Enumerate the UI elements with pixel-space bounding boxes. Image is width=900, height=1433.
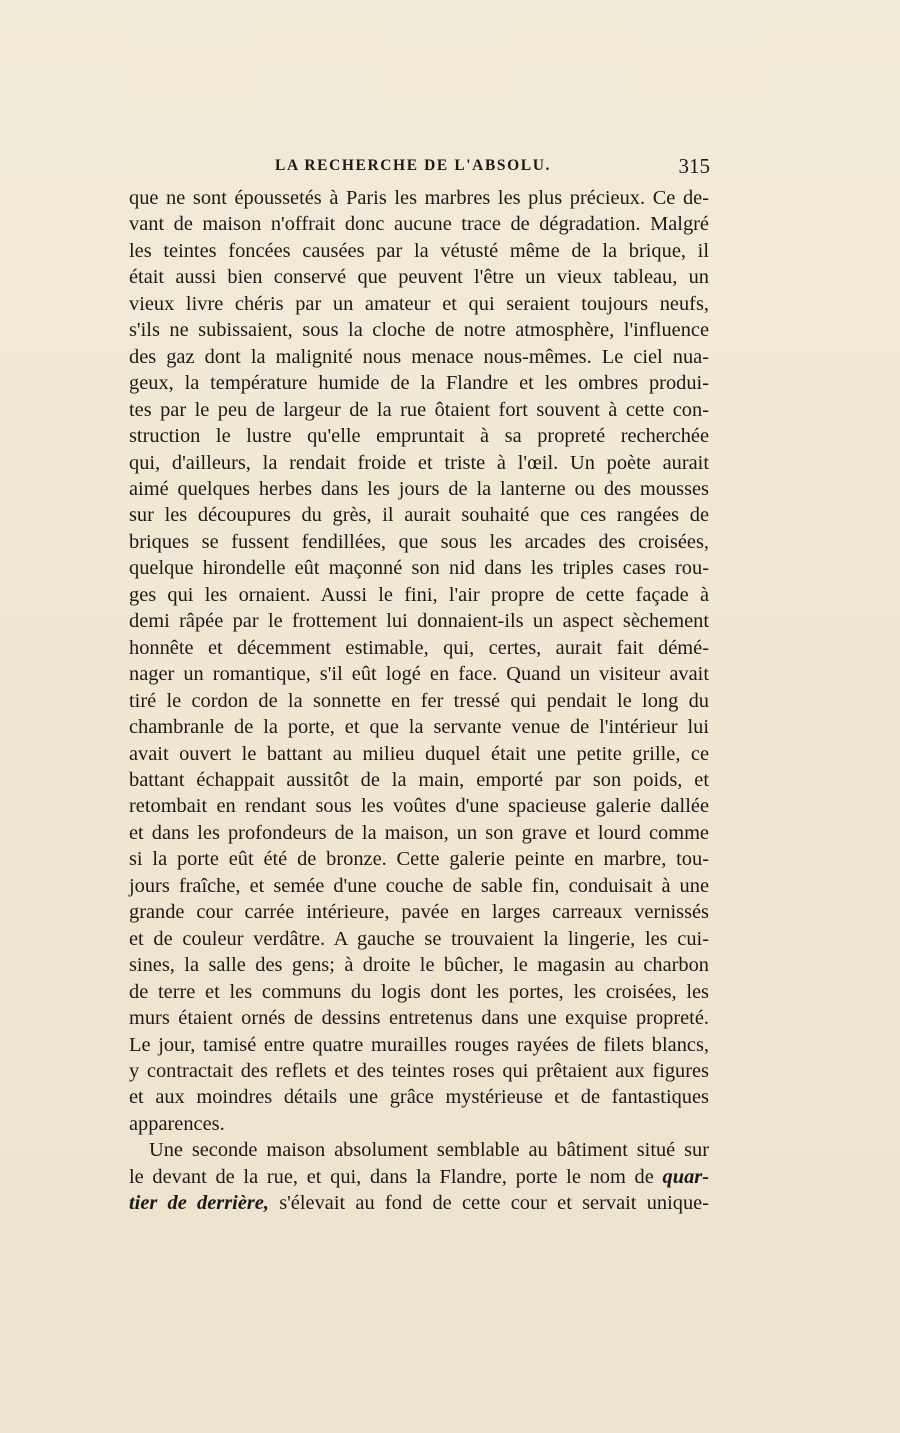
- text-line: sines, la salle des gens; à droite le bûcher, le magasin au charbon: [129, 954, 709, 977]
- text-line: que ne sont époussetés à Paris les marbres les plus précieux. Ce de-: [129, 187, 709, 209]
- text-line: tes par le peu de largeur de la rue ôtaient fort souvent à cette con-: [129, 398, 709, 421]
- text-line: était aussi bien conservé que peuvent l'être un vieux tableau, un: [129, 266, 709, 289]
- text-line: ges qui les ornaient. Aussi le fini, l'air propre de cette façade à: [129, 583, 709, 606]
- text-line: aimé quelques herbes dans les jours de la lanterne ou des mousses: [129, 477, 709, 500]
- text-line: [129, 1164, 709, 1190]
- text-line: nager un romantique, s'il eût logé en face. Quand un visiteur avait: [129, 663, 709, 686]
- text-line: briques se fussent fendillées, que sous les arcades des croisées,: [129, 530, 709, 553]
- text-line: s'ils ne subissaient, sous la cloche de notre atmosphère, l'influence: [129, 319, 709, 342]
- text-line: jours fraîche, et semée d'une couche de sable fin, conduisait à une: [129, 874, 709, 897]
- text-line: Une seconde maison absolument semblable au bâtiment situé sur: [149, 1139, 709, 1162]
- paragraph-1: [129, 185, 709, 1137]
- text-line: demi râpée par le frottement lui donnaient-ils un aspect sèchement: [129, 610, 709, 633]
- text-line: geux, la température humide de la Flandre et les ombres produi-: [129, 372, 709, 395]
- text-line: chambranle de la porte, et que la servante venue de l'intérieur lui: [129, 716, 709, 739]
- text-line: et aux moindres détails une grâce mystérieuse et de fantastiques: [129, 1086, 709, 1109]
- page-header: [275, 154, 710, 185]
- text-line: qui, d'ailleurs, la rendait froide et triste à l'œil. Un poète aurait: [129, 451, 709, 474]
- text-line: battant échappait aussitôt de la main, emporté par son poids, et: [129, 768, 709, 791]
- text-line: si la porte eût été de bronze. Cette galerie peinte en marbre, tou-: [129, 848, 709, 871]
- text-line: vieux livre chéris par un amateur et qui seraient toujours neufs,: [129, 292, 709, 315]
- text-line: retombait en rendant sous les voûtes d'une spacieuse galerie dallée: [129, 795, 709, 818]
- text-line: des gaz dont la malignité nous menace nous-mêmes. Le ciel nua-: [129, 345, 709, 368]
- text-line: les teintes foncées causées par la vétusté même de la brique, il: [129, 239, 709, 262]
- italic-term: quar-: [662, 1165, 709, 1188]
- text-line-rest: s'élevait au fond de cette cour et servait unique-: [279, 1192, 709, 1215]
- text-line: murs étaient ornés de dessins entretenus dans une exquise propreté.: [129, 1007, 709, 1030]
- text-line: de terre et les communs du logis dont les portes, les croisées, les: [129, 980, 709, 1003]
- text-line: apparences.: [129, 1112, 225, 1135]
- text-line: et de couleur verdâtre. A gauche se trouvaient la lingerie, les cui-: [129, 927, 709, 950]
- text-line: et dans les profondeurs de la maison, un son grave et lourd comme: [129, 821, 709, 844]
- text-line: avait ouvert le battant au milieu duquel était une petite grille, ce: [129, 742, 709, 765]
- text-line: y contractait des reflets et des teintes roses qui prêtaient aux figures: [129, 1059, 709, 1082]
- running-title: LA RECHERCHE DE L'ABSOLU.: [275, 157, 551, 174]
- text-line: [129, 1190, 709, 1216]
- text-line: vant de maison n'offrait donc aucune trace de dégradation. Malgré: [129, 213, 709, 236]
- text-line: tiré le cordon de la sonnette en fer tressé qui pendait le long du: [129, 689, 709, 712]
- body-text: [129, 185, 709, 1217]
- text-line: honnête et décemment estimable, qui, certes, aurait fait démé-: [129, 636, 709, 659]
- italic-term: tier de derrière,: [129, 1192, 269, 1215]
- text-line-start: le devant de la rue, et qui, dans la Flandre, porte le nom de: [129, 1165, 654, 1188]
- text-line: grande cour carrée intérieure, pavée en larges carreaux vernissés: [129, 901, 709, 924]
- text-line: Le jour, tamisé entre quatre murailles rouges rayées de filets blancs,: [129, 1033, 709, 1056]
- paragraph-2: [129, 1137, 709, 1216]
- text-line: struction le lustre qu'elle empruntait à sa propreté recherchée: [129, 425, 709, 448]
- page-number: 315: [678, 154, 710, 178]
- text-line: quelque hirondelle eût maçonné son nid dans les triples cases rou-: [129, 557, 709, 580]
- text-line: sur les découpures du grès, il aurait souhaité que ces rangées de: [129, 504, 709, 527]
